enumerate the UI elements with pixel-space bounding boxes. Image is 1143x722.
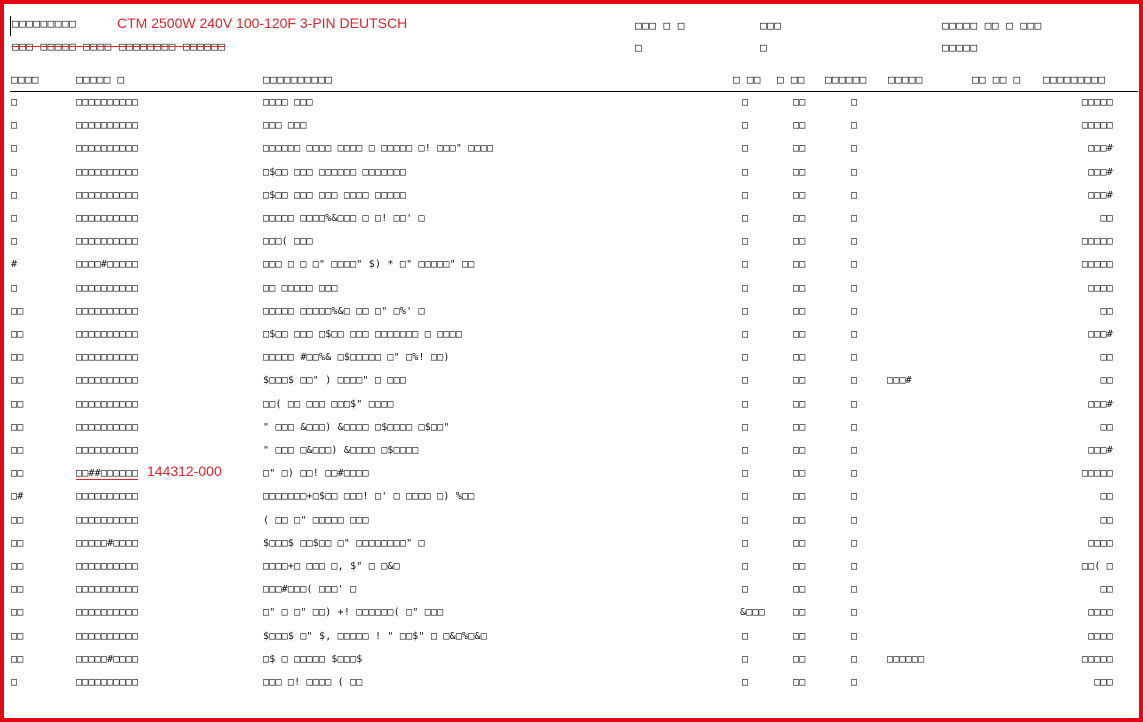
col-head-description: □□□□□□□□□□ — [263, 73, 333, 86]
row-item-number: □□ — [11, 468, 24, 480]
row-part-number: □□□□□□□□□□ — [76, 607, 139, 619]
row-unit: □□ — [793, 677, 806, 688]
row-description: □□□□□ □□□□%&□□□ □ □! □□' □ — [263, 213, 425, 224]
part-number-annotation: 144312-000 — [147, 463, 222, 479]
row-quantity: □ — [742, 143, 749, 155]
row-part-number: □□□□□□□□□□ — [76, 630, 139, 642]
row-item-number: □□ — [11, 537, 24, 549]
row-quantity: □ — [742, 398, 749, 410]
row-quantity: □ — [742, 468, 749, 480]
row-code: □□ — [1100, 352, 1113, 364]
row-code: □□ — [1100, 584, 1113, 596]
row-description: □□□ □! □□□□ ( □□ — [263, 677, 363, 688]
col-head-type: □□□□□□ — [825, 73, 867, 86]
row-unit: □□ — [793, 375, 806, 387]
row-item-number: □# — [11, 491, 24, 503]
row-description: □□□ □ □ □" □□□□" $) * □" □□□□□" □□ — [263, 259, 475, 271]
row-type: □ — [851, 305, 858, 317]
row-description: $□□□$ □□" ) □□□□" □ □□□ — [263, 375, 407, 387]
row-type: □ — [851, 445, 858, 456]
row-item-number: □□ — [11, 352, 24, 364]
row-part-number: □□□□□□□□□□ — [76, 677, 139, 688]
row-type: □ — [851, 236, 858, 248]
row-unit: □□ — [793, 607, 806, 619]
row-type: □ — [851, 282, 858, 294]
row-code: □□□□ — [1088, 630, 1113, 642]
row-code: □□( □ — [1081, 561, 1113, 572]
row-description: □□□□□□ □□□□ □□□□ □ □□□□□ □! □□□" □□□□ — [263, 143, 494, 155]
row-quantity: □ — [742, 282, 749, 294]
row-type: □ — [851, 329, 858, 340]
row-type: □ — [851, 120, 858, 132]
row-quantity: □ — [742, 166, 749, 178]
row-item-number: □ — [11, 677, 18, 688]
row-type: □ — [851, 491, 858, 503]
row-unit: □□ — [793, 653, 806, 665]
row-part-number: □□□□□#□□□□ — [76, 537, 139, 549]
row-code: □□□□□ — [1081, 236, 1113, 248]
row-item-number: □□ — [11, 584, 24, 596]
row-part-number: □□□□□□□□□□ — [76, 584, 139, 596]
row-description: □□□ □□□ — [263, 120, 307, 132]
row-item-number: □□ — [11, 653, 24, 665]
row-part-number: □□□□□□□□□□ — [76, 398, 139, 410]
row-description: □□□□□□□+□$□□ □□□! □' □ □□□□ □) %□□ — [263, 491, 475, 503]
row-type: □ — [851, 398, 858, 410]
row-description: □□( □□ □□□ □□□$" □□□□ — [263, 398, 394, 410]
row-quantity: □ — [742, 352, 749, 364]
row-quantity: □ — [742, 375, 749, 387]
row-quantity: □ — [742, 421, 749, 433]
row-code: □□□□ — [1088, 537, 1113, 549]
row-description: □□□□ □□□ — [263, 97, 313, 108]
row-code: □□ — [1100, 421, 1113, 433]
row-item-number: □□ — [11, 305, 24, 317]
row-part-number: □□□□□□□□□□ — [76, 329, 139, 340]
row-unit: □□ — [793, 514, 806, 526]
row-code: □□ — [1100, 305, 1113, 317]
row-description: □□ □□□□□ □□□ — [263, 282, 338, 294]
row-type: □ — [851, 537, 858, 549]
row-quantity: □ — [742, 584, 749, 596]
row-quantity: □ — [742, 677, 749, 688]
row-type: □ — [851, 97, 858, 108]
row-part-number: □□□□□□□□□□ — [76, 421, 139, 433]
row-unit: □□ — [793, 468, 806, 480]
row-quantity: □ — [742, 329, 749, 340]
row-item-number: □ — [11, 97, 18, 108]
row-reference: □□□# — [887, 375, 912, 387]
row-code: □□□# — [1088, 166, 1113, 178]
row-item-number: □ — [11, 166, 18, 178]
row-item-number: □ — [11, 189, 18, 201]
row-unit: □□ — [793, 236, 806, 248]
header-col3-value: □□□□□ — [942, 41, 978, 54]
row-quantity: &□□□ — [740, 607, 765, 619]
row-code: □□ — [1100, 213, 1113, 224]
row-type: □ — [851, 677, 858, 688]
row-quantity: □ — [742, 189, 749, 201]
row-type: □ — [851, 607, 858, 619]
row-part-number: □□□□□□□□□□ — [76, 491, 139, 503]
row-type: □ — [851, 630, 858, 642]
row-description: □$□□ □□□ □□□□□□ □□□□□□□ — [263, 166, 407, 178]
row-part-number: □□□□□□□□□□ — [76, 352, 139, 364]
row-description: □$□□ □□□ □$□□ □□□ □□□□□□□ □ □□□□ — [263, 329, 463, 340]
row-code: □□□# — [1088, 445, 1113, 456]
row-code: □□□# — [1088, 398, 1113, 410]
row-item-number: □ — [11, 236, 18, 248]
row-item-number: □□ — [11, 375, 24, 387]
row-unit: □□ — [793, 120, 806, 132]
row-item-number: □□ — [11, 398, 24, 410]
row-unit: □□ — [793, 421, 806, 433]
row-type: □ — [851, 421, 858, 433]
row-description: $□□□$ □□$□□ □" □□□□□□□□" □ — [263, 537, 425, 549]
row-unit: □□ — [793, 189, 806, 201]
row-unit: □□ — [793, 213, 806, 224]
header-col3-label: □□□□□ □□ □ □□□ — [942, 19, 1042, 32]
row-part-number: □□□□□□□□□□ — [76, 305, 139, 317]
document-title: CTM 2500W 240V 100-120F 3-PIN DEUTSCH — [117, 15, 408, 31]
col-head-qty: □ □□ — [733, 73, 761, 86]
row-part-number: □□□□□□□□□□ — [76, 120, 139, 132]
row-part-number: □□□□#□□□□□ — [76, 259, 139, 271]
row-description: □□□□□ □□□□□%&□ □□ □" □%' □ — [263, 305, 425, 317]
row-code: □□□□□ — [1081, 97, 1113, 108]
row-code: □□□□□ — [1081, 259, 1113, 271]
col-head-ref: □□□□□ — [888, 73, 923, 86]
row-part-number: □□□□□□□□□□ — [76, 97, 139, 108]
row-unit: □□ — [793, 630, 806, 642]
row-part-number: □□##□□□□□□ — [76, 468, 139, 480]
row-quantity: □ — [742, 514, 749, 526]
row-type: □ — [851, 259, 858, 271]
row-code: □□□# — [1088, 189, 1113, 201]
row-type: □ — [851, 143, 858, 155]
row-item-number: □□ — [11, 445, 24, 456]
row-description: $□□□$ □" $, □□□□□ ! " □□$" □ □&□%□&□ — [263, 630, 487, 642]
row-unit: □□ — [793, 166, 806, 178]
row-quantity: □ — [742, 259, 749, 271]
row-description: □□□#□□□( □□□' □ — [263, 584, 357, 596]
row-type: □ — [851, 213, 858, 224]
row-item-number: # — [11, 259, 18, 271]
row-quantity: □ — [742, 653, 749, 665]
row-quantity: □ — [742, 120, 749, 132]
col-head-flag: □□ □□ □ — [972, 73, 1021, 86]
header-col2-label: □□□ — [760, 19, 782, 32]
row-item-number: □□ — [11, 421, 24, 433]
header-col1-value: □ — [635, 41, 643, 54]
row-code: □□ — [1100, 491, 1113, 503]
row-type: □ — [851, 468, 858, 480]
row-quantity: □ — [742, 305, 749, 317]
col-head-part: □□□□□ □ — [76, 73, 125, 86]
header-col2-value: □ — [760, 41, 768, 54]
row-description: " □□□ &□□□) &□□□□ □$□□□□ □$□□" — [263, 421, 450, 433]
header-col1-label: □□□ □ □ — [635, 19, 685, 32]
row-part-number: □□□□□□□□□□ — [76, 213, 139, 224]
row-part-number: □□□□□□□□□□ — [76, 166, 139, 178]
row-unit: □□ — [793, 537, 806, 549]
row-item-number: □ — [11, 120, 18, 132]
row-quantity: □ — [742, 236, 749, 248]
row-unit: □□ — [793, 561, 806, 572]
row-type: □ — [851, 653, 858, 665]
row-code: □□□ — [1094, 677, 1113, 688]
row-code: □□□□ — [1088, 607, 1113, 619]
row-unit: □□ — [793, 305, 806, 317]
row-type: □ — [851, 375, 858, 387]
row-unit: □□ — [793, 584, 806, 596]
row-part-number: □□□□□□□□□□ — [76, 445, 139, 456]
row-description: " □□□ □&□□□) &□□□□ □$□□□□ — [263, 445, 419, 456]
row-unit: □□ — [793, 97, 806, 108]
row-code: □□ — [1100, 514, 1113, 526]
row-quantity: □ — [742, 561, 749, 572]
row-item-number: □□ — [11, 630, 24, 642]
row-description: ( □□ □" □□□□□ □□□ — [263, 514, 369, 526]
text-cursor — [10, 16, 11, 36]
row-part-number: □□□□□□□□□□ — [76, 143, 139, 155]
row-quantity: □ — [742, 445, 749, 456]
row-unit: □□ — [793, 329, 806, 340]
row-part-number: □□□□□□□□□□ — [76, 514, 139, 526]
row-unit: □□ — [793, 491, 806, 503]
row-unit: □□ — [793, 352, 806, 364]
row-item-number: □ — [11, 213, 18, 224]
row-part-number: □□□□□□□□□□ — [76, 561, 139, 572]
row-item-number: □□ — [11, 329, 24, 340]
row-description: □□□( □□□ — [263, 236, 313, 248]
struck-description: □□□ □□□□□ □□□□ □□□□□□□□ □□□□□□ — [12, 40, 226, 53]
row-quantity: □ — [742, 630, 749, 642]
header-rule — [10, 91, 1138, 92]
row-code: □□□□□ — [1081, 120, 1113, 132]
row-type: □ — [851, 189, 858, 201]
row-code: □□□# — [1088, 143, 1113, 155]
row-item-number: □□ — [11, 514, 24, 526]
row-code: □□□□□ — [1081, 653, 1113, 665]
row-part-number: □□□□□□□□□□ — [76, 236, 139, 248]
row-unit: □□ — [793, 282, 806, 294]
col-head-code: □□□□□□□□□ — [1043, 73, 1106, 86]
row-code: □□□# — [1088, 329, 1113, 340]
row-description: □$□□ □□□ □□□ □□□□ □□□□□ — [263, 189, 407, 201]
col-head-item: □□□□ — [11, 73, 39, 86]
row-type: □ — [851, 514, 858, 526]
col-head-um: □ □□ — [777, 73, 805, 86]
row-quantity: □ — [742, 491, 749, 503]
row-code: □□□□ — [1088, 282, 1113, 294]
row-unit: □□ — [793, 398, 806, 410]
row-type: □ — [851, 352, 858, 364]
row-type: □ — [851, 166, 858, 178]
row-unit: □□ — [793, 143, 806, 155]
row-part-number: □□□□□#□□□□ — [76, 653, 139, 665]
row-quantity: □ — [742, 537, 749, 549]
row-unit: □□ — [793, 259, 806, 271]
part-number-prefix: □□□□□□□□□ — [12, 17, 77, 30]
row-item-number: □ — [11, 143, 18, 155]
row-quantity: □ — [742, 213, 749, 224]
row-description: □" □ □" □□) +! □□□□□□( □" □□□ — [263, 607, 444, 619]
row-code: □□ — [1100, 375, 1113, 387]
row-item-number: □□ — [11, 561, 24, 572]
row-item-number: □ — [11, 282, 18, 294]
row-reference: □□□□□□ — [887, 653, 925, 665]
row-type: □ — [851, 561, 858, 572]
row-part-number: □□□□□□□□□□ — [76, 189, 139, 201]
row-part-number: □□□□□□□□□□ — [76, 375, 139, 387]
row-item-number: □□ — [11, 607, 24, 619]
row-unit: □□ — [793, 445, 806, 456]
row-description: □□□□+□ □□□ □, $" □ □&□ — [263, 561, 400, 572]
row-description: □$ □ □□□□□ $□□□$ — [263, 653, 363, 665]
row-description: □□□□□ #□□%& □$□□□□□ □" □%! □□) — [263, 352, 450, 364]
row-part-number: □□□□□□□□□□ — [76, 282, 139, 294]
row-quantity: □ — [742, 97, 749, 108]
row-type: □ — [851, 584, 858, 596]
row-code: □□□□□ — [1081, 468, 1113, 480]
row-description: □" □) □□! □□#□□□□ — [263, 468, 369, 480]
